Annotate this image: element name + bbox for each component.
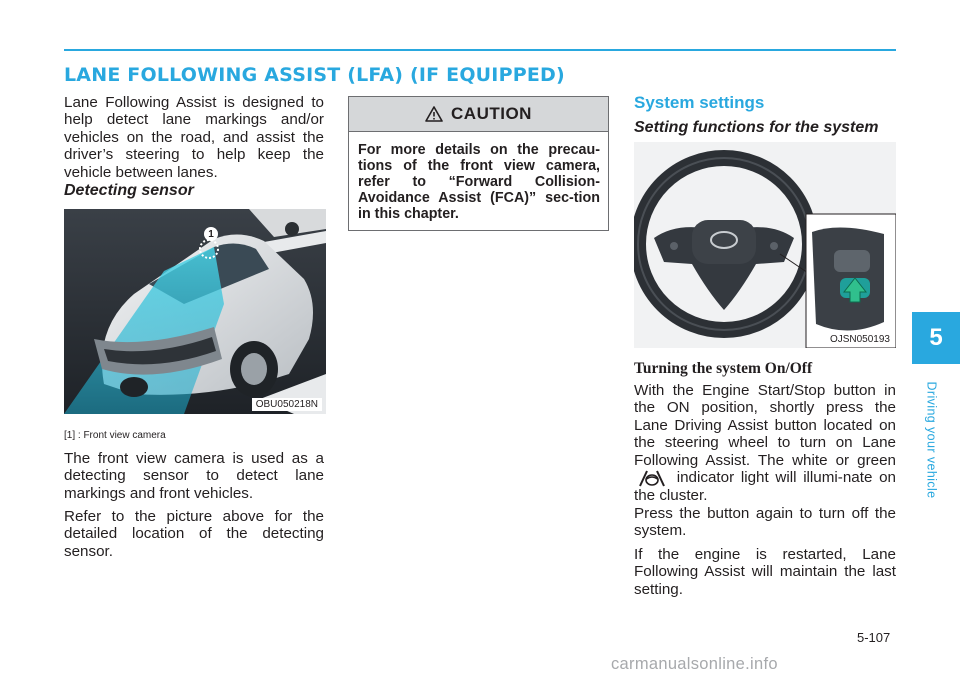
turning-on-off-heading: Turning the system On/Off [634,360,813,377]
figure-caption: [1] : Front view camera [64,430,166,441]
turning-on-text: With the Engine Start/Stop button in the ON position, shortly press the Lane Driving Assist button located on the steering wheel to turn on Lane Following Assist. The white or green [634,382,896,469]
watermark: carmanualsonline.info [611,655,778,673]
caution-header [349,97,608,132]
warning-triangle-icon [425,106,443,122]
system-settings-heading: System settings [634,93,765,112]
camera-paragraph: The front view camera is used as a detecting sensor to detect lane markings and front vehicles. [64,450,324,502]
turning-on-paragraph [634,382,896,504]
chapter-label-text: Driving your vehicle [925,381,940,499]
detecting-sensor-heading: Detecting sensor [64,182,194,199]
caution-text: For more details on the precau-tions of the front view camera, refer to “Forward Collision-Avoidance Assist (FCA)” sec-tion in this chapter. [358,142,600,222]
caution-label: CAUTION [451,104,532,123]
figure-code: OJSN050193 [826,333,894,346]
steering-wheel-illustration [634,142,896,348]
figure-code: OBU050218N [252,398,322,411]
caution-box [348,96,609,231]
chapter-side-label [922,376,942,504]
location-paragraph: Refer to the picture above for the detailed location of the detecting sensor. [64,508,324,560]
car-camera-illustration [64,209,326,414]
page-number: 5-107 [857,630,891,645]
indicator-text: indicator light will illumi-nate on the cluster. [634,469,896,505]
top-rule [64,49,896,51]
restart-paragraph: If the engine is restarted, Lane Following Assist will maintain the last setting. [634,546,896,598]
lane-following-indicator-icon [634,469,670,487]
steering-wheel-figure [634,142,896,348]
callout-marker: 1 [204,227,218,241]
section-title: LANE FOLLOWING ASSIST (LFA) (IF EQUIPPED) [64,64,565,86]
turn-off-paragraph: Press the button again to turn off the system. [634,505,896,540]
setting-functions-heading: Setting functions for the system [634,119,879,136]
chapter-tab: 5 [912,312,960,364]
detecting-sensor-figure [64,209,326,414]
intro-paragraph: Lane Following Assist is designed to help detect lane markings and/or vehicles on the road, and assist the driver’s steering to help keep the vehicle between lanes. [64,94,324,181]
